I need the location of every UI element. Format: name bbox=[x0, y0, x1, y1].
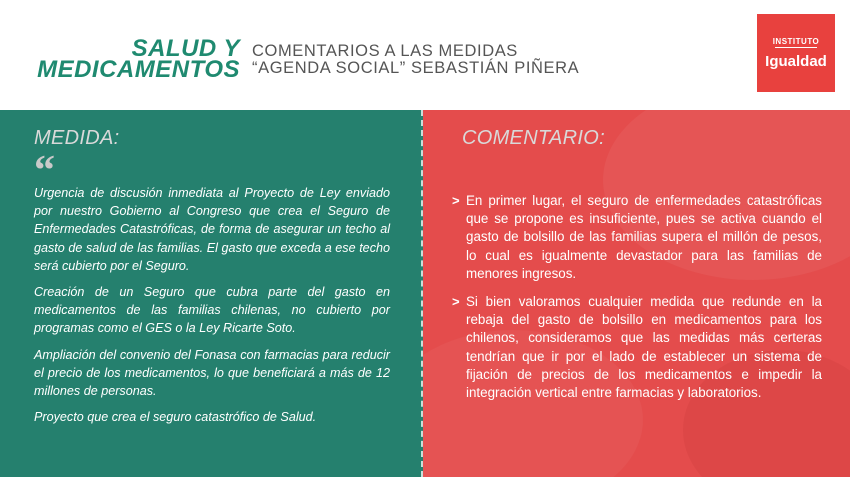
medida-body bbox=[34, 184, 390, 434]
comentario-list bbox=[452, 192, 822, 412]
comentario-text: Si bien valoramos cualquier medida que redunde en la rebaja del gasto de bolsillo en medicamentos para los chilenos, consideramos que las medidas más certeras tendrían que ir por el lado de establecer un sistema de fijación de precios de los medicamentos e impedir la integración vertical entre farmacias y laboratorios. bbox=[466, 294, 822, 401]
medida-paragraph: Creación de un Seguro que cubra parte del gasto en medicamentos de las familias chilenas, no cubierto por programas como el GES o la Ley Ricarte Soto. bbox=[34, 285, 390, 336]
medida-heading: MEDIDA: bbox=[34, 127, 120, 149]
logo-divider bbox=[775, 47, 817, 48]
quote-icon: “ bbox=[34, 148, 55, 194]
chevron-right-icon: > bbox=[452, 294, 460, 310]
comentario-heading: COMENTARIO: bbox=[462, 127, 605, 149]
page-subtitle bbox=[252, 43, 579, 77]
medida-paragraph: Proyecto que crea el seguro catastrófico de Salud. bbox=[34, 410, 317, 425]
header bbox=[0, 0, 850, 110]
title-line-2: MEDICAMENTOS bbox=[37, 56, 240, 83]
comentario-item bbox=[452, 293, 822, 402]
subtitle-line-1: COMENTARIOS A LAS MEDIDAS bbox=[252, 42, 518, 60]
page-title bbox=[37, 35, 240, 83]
dashed-divider bbox=[421, 110, 423, 477]
chevron-right-icon: > bbox=[452, 193, 460, 208]
logo-big-text: Igualdad bbox=[765, 53, 827, 70]
title-line-1: SALUD Y bbox=[131, 35, 240, 62]
instituto-igualdad-logo bbox=[757, 14, 835, 92]
medida-paragraph: Urgencia de discusión inmediata al Proyecto de Ley enviado por nuestro Gobierno al Congreso que crea el Seguro de Enfermedades Catastróficas, de forma de asegurar un techo al gasto de salud de las familias. El gasto que exceda a ese techo será cubierto por el Seguro. bbox=[34, 186, 390, 273]
medida-paragraph: Ampliación del convenio del Fonasa con farmacias para reducir el precio de los medicamentos, lo que beneficiará a más de 12 millones de personas. bbox=[34, 347, 390, 399]
comentario-item bbox=[452, 192, 822, 283]
comentario-text: En primer lugar, el seguro de enfermedades catastróficas que se propone es insuficiente, pues se activa cuando el gasto de bolsillo de las familias supera el millón de pesos, lo cual es igualmente devastador para las familias de menores ingresos. bbox=[466, 193, 822, 281]
subtitle-line-2: “AGENDA SOCIAL” SEBASTIÁN PIÑERA bbox=[252, 59, 580, 77]
logo-small-text: INSTITUTO bbox=[772, 37, 820, 46]
